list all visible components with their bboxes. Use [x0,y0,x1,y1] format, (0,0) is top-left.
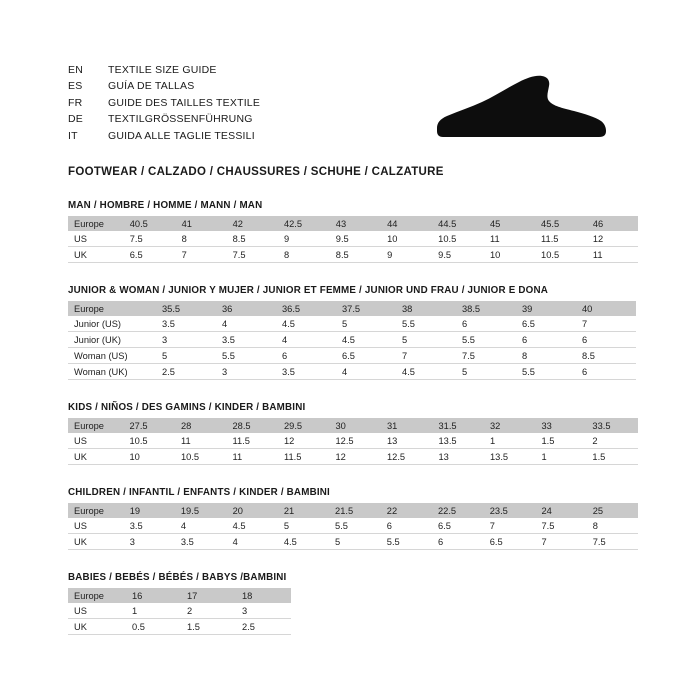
size-cell: 5.5 [456,332,516,348]
size-cell: 25 [587,503,638,518]
table-header-row [68,503,638,518]
language-guide-title: GUIDE DES TAILLES TEXTILE [108,96,261,109]
size-cell: 8.5 [227,231,278,247]
size-cell: 30 [330,418,382,433]
size-cell: 5 [336,316,396,332]
size-cell: 3 [124,534,175,550]
size-group-title: BABIES / BEBÉS / BÉBÉS / BABYS /BAMBINI [68,572,287,583]
size-cell: 10 [381,231,432,247]
row-label: Woman (US) [68,348,156,364]
size-cell: 1 [126,603,181,619]
size-cell: 28.5 [227,418,279,433]
language-guide-title: TEXTILGRÖSSENFÜHRUNG [108,113,253,126]
size-cell: 4 [336,364,396,380]
table-row [68,364,636,380]
size-cell: 5.5 [216,348,276,364]
size-cell: 28 [175,418,227,433]
size-cell: 11 [175,433,227,449]
language-guide-title: TEXTILE SIZE GUIDE [108,64,217,76]
size-cell: 5 [278,518,329,534]
size-cell: 3 [156,332,216,348]
size-cell: 44.5 [432,216,484,231]
size-cell: 3.5 [216,332,276,348]
language-code: ES [68,80,83,93]
language-code: IT [68,129,78,142]
size-cell: 17 [181,588,236,603]
language-row [68,78,260,94]
size-cell: 10.5 [432,231,484,247]
size-group-title: KIDS / NIÑOS / DES GAMINS / KINDER / BAMBINI [68,402,306,413]
size-cell: 6 [456,316,516,332]
size-cell: 5.5 [381,534,432,550]
size-group [68,487,638,550]
size-table [68,301,636,380]
size-table [68,216,638,263]
size-cell: 10 [484,247,535,263]
size-cell: 5 [396,332,456,348]
size-cell: 38 [396,301,456,316]
size-cell: 13.5 [433,433,485,449]
size-cell: 10.5 [175,449,227,465]
size-cell: 13.5 [484,449,536,465]
size-cell: 20 [227,503,278,518]
size-cell: 41 [176,216,227,231]
size-cell: 33.5 [586,418,638,433]
table-row [68,332,636,348]
footwear-section-title: FOOTWEAR / CALZADO / CHAUSSURES / SCHUHE / CALZATURE [68,166,444,178]
size-cell: 19 [124,503,175,518]
size-cell: 4.5 [336,332,396,348]
size-cell: 8 [176,231,227,247]
table-header-row [68,301,636,316]
size-cell: 8.5 [576,348,636,364]
size-cell: 21 [278,503,329,518]
size-cell: 2 [586,433,638,449]
size-cell: 1 [484,433,536,449]
size-cell: 12 [278,433,330,449]
language-row [68,128,260,144]
table-row [68,619,291,635]
size-cell: 3.5 [276,364,336,380]
size-cell: 24 [536,503,587,518]
size-cell: 2.5 [156,364,216,380]
size-cell: 9.5 [330,231,381,247]
size-cell: 11.5 [535,231,587,247]
size-cell: 11 [227,449,279,465]
size-cell: 3 [236,603,291,619]
size-cell: 1.5 [586,449,638,465]
table-row [68,433,638,449]
size-cell: 3.5 [156,316,216,332]
document-header [68,62,638,149]
size-group [68,402,638,465]
size-table [68,503,638,550]
size-table [68,588,291,635]
table-row [68,534,638,550]
size-cell: 4.5 [276,316,336,332]
table-row [68,348,636,364]
size-cell: 36 [216,301,276,316]
size-group-title: JUNIOR & WOMAN / JUNIOR Y MUJER / JUNIOR ET FEMME / JUNIOR UND FRAU / JUNIOR E DONA [68,285,548,296]
size-cell: 4 [216,316,276,332]
size-cell: 9.5 [432,247,484,263]
row-label: UK [68,619,126,635]
size-cell: 23.5 [484,503,536,518]
size-cell: 33 [536,418,587,433]
size-cell: 1 [536,449,587,465]
size-cell: 4.5 [396,364,456,380]
size-cell: 1.5 [536,433,587,449]
size-cell: 45 [484,216,535,231]
size-cell: 2.5 [236,619,291,635]
row-label: UK [68,534,124,550]
size-cell: 40.5 [124,216,176,231]
row-label: Europe [68,588,126,603]
size-cell: 35.5 [156,301,216,316]
size-cell: 4 [227,534,278,550]
table-row [68,247,638,263]
size-cell: 5.5 [329,518,381,534]
size-cell: 42 [227,216,278,231]
language-row [68,111,260,127]
size-cell: 9 [381,247,432,263]
row-label: US [68,603,126,619]
size-cell: 7 [576,316,636,332]
size-cell: 5.5 [516,364,576,380]
size-cell: 10.5 [124,433,176,449]
size-cell: 39 [516,301,576,316]
row-label: US [68,518,124,534]
size-cell: 6 [276,348,336,364]
size-cell: 7 [484,518,536,534]
size-cell: 7 [536,534,587,550]
size-cell: 31 [381,418,433,433]
size-cell: 37.5 [336,301,396,316]
language-code: EN [68,64,83,76]
size-cell: 8.5 [330,247,381,263]
size-cell: 44 [381,216,432,231]
table-row [68,603,291,619]
size-cell: 18 [236,588,291,603]
size-group-title: MAN / HOMBRE / HOMME / MANN / MAN [68,200,263,211]
size-group [68,572,638,635]
size-cell: 8 [587,518,638,534]
size-cell: 5 [329,534,381,550]
dress-shoe-icon [429,74,614,149]
row-label: US [68,433,124,449]
size-cell: 19.5 [175,503,227,518]
size-cell: 4 [276,332,336,348]
row-label: Europe [68,503,124,518]
size-table [68,418,638,465]
size-cell: 21.5 [329,503,381,518]
size-cell: 3.5 [124,518,175,534]
size-cell: 6.5 [484,534,536,550]
size-cell: 6 [576,332,636,348]
size-cell: 3.5 [175,534,227,550]
size-cell: 4 [175,518,227,534]
language-row [68,95,260,111]
size-cell: 6.5 [124,247,176,263]
size-cell: 3 [216,364,276,380]
size-cell: 12 [330,449,382,465]
size-cell: 29.5 [278,418,330,433]
table-header-row [68,216,638,231]
size-cell: 46 [587,216,638,231]
table-header-row [68,588,291,603]
row-label: US [68,231,124,247]
table-row [68,449,638,465]
size-cell: 7.5 [227,247,278,263]
language-guide-title: GUÍA DE TALLAS [108,80,195,93]
size-cell: 2 [181,603,236,619]
size-cell: 22.5 [432,503,484,518]
size-cell: 9 [278,231,330,247]
size-group-title: CHILDREN / INFANTIL / ENFANTS / KINDER / BAMBINI [68,487,330,498]
language-guide-title: GUIDA ALLE TAGLIE TESSILI [108,129,255,142]
size-tables-container [68,200,638,635]
size-cell: 12.5 [381,449,433,465]
size-cell: 6 [381,518,432,534]
size-cell: 10 [124,449,176,465]
size-cell: 7.5 [456,348,516,364]
size-cell: 4.5 [227,518,278,534]
language-code: DE [68,113,83,126]
size-cell: 7.5 [587,534,638,550]
size-cell: 0.5 [126,619,181,635]
row-label: Europe [68,418,124,433]
size-cell: 7.5 [124,231,176,247]
size-cell: 45.5 [535,216,587,231]
row-label: Europe [68,301,156,316]
size-cell: 11.5 [227,433,279,449]
row-label: Junior (UK) [68,332,156,348]
size-cell: 1.5 [181,619,236,635]
size-cell: 13 [381,433,433,449]
size-cell: 8 [278,247,330,263]
row-label: UK [68,449,124,465]
row-label: Junior (US) [68,316,156,332]
size-cell: 11 [484,231,535,247]
language-row [68,62,260,78]
size-cell: 5 [156,348,216,364]
size-cell: 6 [432,534,484,550]
size-group [68,200,638,263]
size-cell: 16 [126,588,181,603]
size-cell: 5 [456,364,516,380]
size-cell: 22 [381,503,432,518]
table-header-row [68,418,638,433]
size-cell: 31.5 [433,418,485,433]
size-cell: 8 [516,348,576,364]
size-cell: 13 [433,449,485,465]
size-cell: 7 [396,348,456,364]
size-cell: 11.5 [278,449,330,465]
size-cell: 7.5 [536,518,587,534]
size-cell: 6 [516,332,576,348]
size-cell: 6.5 [432,518,484,534]
size-cell: 36.5 [276,301,336,316]
size-cell: 7 [176,247,227,263]
size-cell: 27.5 [124,418,176,433]
table-row [68,518,638,534]
size-cell: 10.5 [535,247,587,263]
language-code: FR [68,96,83,109]
size-cell: 40 [576,301,636,316]
size-cell: 6 [576,364,636,380]
size-cell: 38.5 [456,301,516,316]
size-cell: 11 [587,247,638,263]
size-cell: 43 [330,216,381,231]
size-cell: 12 [587,231,638,247]
table-row [68,316,636,332]
size-cell: 42.5 [278,216,330,231]
size-cell: 32 [484,418,536,433]
size-group [68,285,638,380]
size-cell: 6.5 [516,316,576,332]
row-label: Woman (UK) [68,364,156,380]
size-cell: 4.5 [278,534,329,550]
size-cell: 5.5 [396,316,456,332]
size-cell: 6.5 [336,348,396,364]
table-row [68,231,638,247]
row-label: Europe [68,216,124,231]
size-cell: 12.5 [330,433,382,449]
language-title-list [68,62,260,144]
row-label: UK [68,247,124,263]
